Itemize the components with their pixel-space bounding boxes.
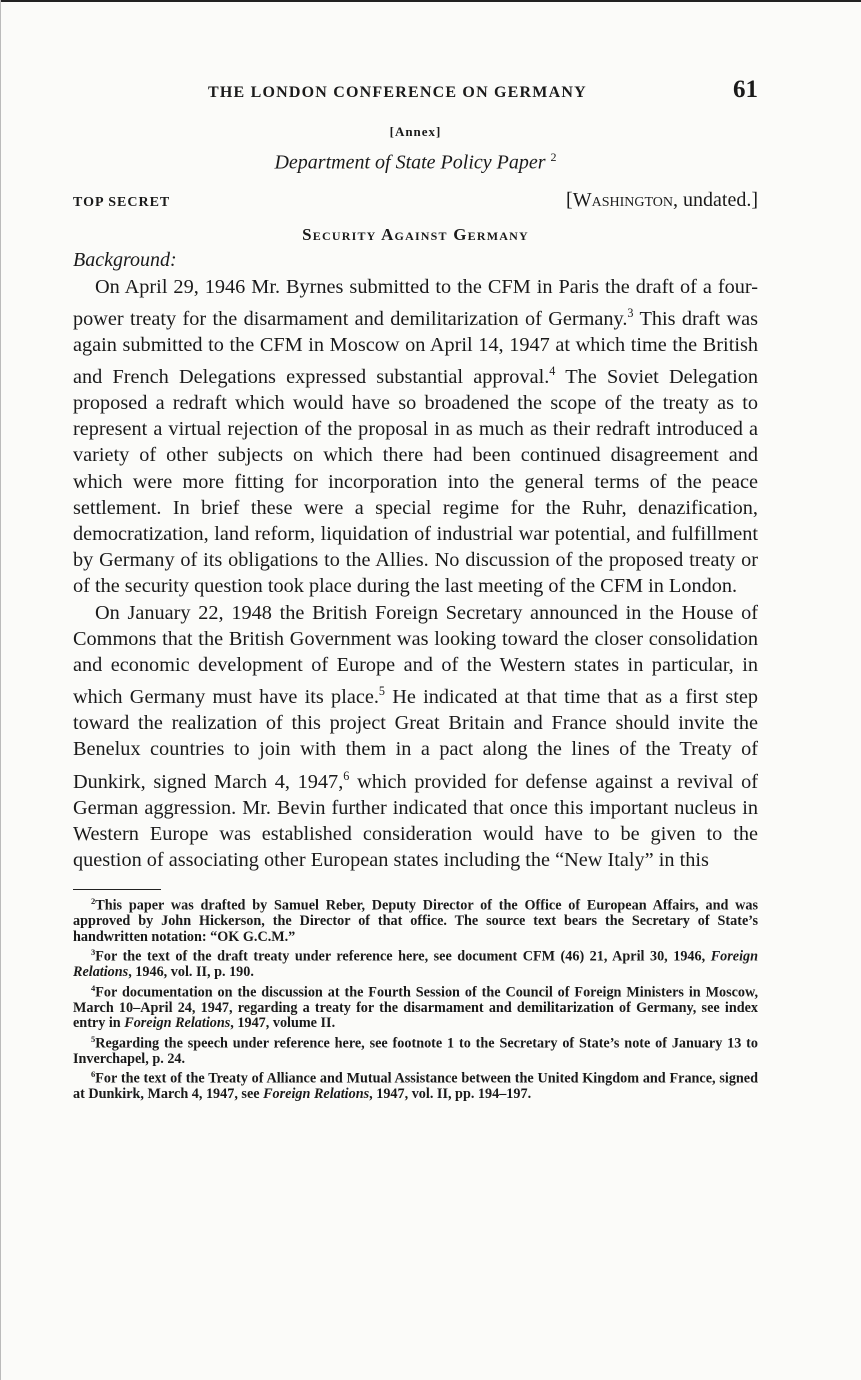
footnote-text: , 1946, vol. II, p. 190. bbox=[128, 964, 254, 981]
footnote bbox=[73, 981, 758, 1032]
annex-label: [Annex] bbox=[389, 124, 442, 139]
body-paragraph bbox=[73, 274, 758, 600]
subheading: Background: bbox=[73, 248, 177, 271]
footnote-number: 5 bbox=[91, 1033, 96, 1044]
page-left-edge bbox=[0, 0, 1, 1380]
place-date-open: [ bbox=[566, 188, 573, 211]
footnote-ref: 2 bbox=[550, 150, 557, 164]
page-top-border bbox=[0, 0, 861, 2]
footnote-divider bbox=[73, 889, 161, 890]
paragraph-text: He indicated at that time that as a first step toward the realization of this project Great Britain and France should invite the Benelux countries to join with them in a pact along the lines of the Treaty of Dunkirk, signed March 4, 1947, bbox=[73, 686, 758, 793]
document-title-text: Department of State Policy Paper bbox=[274, 151, 546, 174]
footnote-number: 6 bbox=[91, 1069, 96, 1080]
place-name: Washington bbox=[572, 188, 674, 211]
section-title: Security Against Germany bbox=[302, 224, 529, 244]
running-head: THE LONDON CONFERENCE ON GERMANY bbox=[208, 84, 587, 101]
footnote bbox=[73, 1067, 758, 1103]
paragraph-text: On April 29, 1946 Mr. Byrnes submitted to the CFM in Paris the draft of a four-power treaty for the disarmament and demilitarization of Germany. bbox=[73, 275, 758, 330]
page-number: 61 bbox=[733, 76, 758, 103]
footnote-italic: Foreign Relations bbox=[73, 948, 758, 981]
paragraph-text: The Soviet Delegation proposed a redraft which would have so broadened the scope of the treaty as to represent a virtual rejection of the proposal in as much as their redraft introduced a variety of other subjects on which there had been continued disagreement and which were more fitting for incorporation into the general terms of the peace settlement. In brief these were a special regime for the Ruhr, denazification, democratization, land reform, liquidation of industrial war potential, and fulfillment by Germany of its obligations to the Allies. No discussion of the proposed treaty or of the security question took place during the last meeting of the CFM in London. bbox=[73, 365, 758, 598]
footnote-text: , 1947, vol. II, pp. 194–197. bbox=[369, 1086, 532, 1103]
footnotes bbox=[73, 894, 758, 1103]
document-title bbox=[73, 150, 758, 175]
footnote-italic: Foreign Relations bbox=[263, 1086, 370, 1103]
document-page bbox=[73, 76, 758, 1103]
footnote-text: For the text of the Treaty of Alliance and Mutual Assistance between the United Kingdom and France, signed at Dunkirk, March 4, 1947, see bbox=[73, 1070, 758, 1103]
footnote-text: This paper was drafted by Samuel Reber, Deputy Director of the Office of European Affairs, and was approved by John Hickerson, the Director of that office. The source text bears the Secretary of State’s handwritten notation: “OK G.C.M.” bbox=[73, 897, 758, 945]
footnote-number: 2 bbox=[91, 896, 96, 907]
place-date bbox=[566, 189, 758, 212]
footnote-text: , 1947, volume II. bbox=[230, 1015, 336, 1032]
footnote-ref: 5 bbox=[378, 684, 385, 699]
classification-row bbox=[73, 189, 758, 221]
paragraph-text: This draft was again submitted to the CFM in Moscow on April 14, 1947 at which time the British and French Delegations expressed substantial approval. bbox=[73, 307, 758, 388]
page-header bbox=[73, 76, 758, 108]
classification-label: TOP SECRET bbox=[73, 194, 171, 210]
footnote-text: For documentation on the discussion at the Fourth Session of the Council of Foreign Ministers in Moscow, March 10–April 24, 1947, regarding a treaty for the disarmament and demilitarization of Germany, see index entry in bbox=[73, 984, 758, 1032]
footnote-number: 3 bbox=[91, 947, 96, 958]
date-text: , undated.] bbox=[673, 188, 758, 211]
footnote-ref: 4 bbox=[549, 364, 556, 379]
footnote bbox=[73, 894, 758, 945]
body-paragraph bbox=[73, 600, 758, 874]
paragraph-text: On January 22, 1948 the British Foreign Secretary announced in the House of Commons that the British Government was looking toward the closer consolidation and economic development of Europe and of the Western states in particular, in which Germany must have its place. bbox=[73, 601, 758, 708]
footnote bbox=[73, 945, 758, 981]
footnote-number: 4 bbox=[91, 982, 96, 993]
footnote-ref: 3 bbox=[627, 305, 634, 320]
footnote bbox=[73, 1032, 758, 1068]
footnote-ref: 6 bbox=[343, 768, 350, 783]
footnote-text: For the text of the draft treaty under reference here, see document CFM (46) 21, April 30, 1946, bbox=[95, 948, 711, 965]
paragraph-text: which provided for defense against a revival of German aggression. Mr. Bevin further indicated that once this important nucleus in Western Europe was established consideration would have to be given to the question of associating other European states including the “New Italy” in this bbox=[73, 770, 758, 871]
footnote-italic: Foreign Relations bbox=[124, 1015, 231, 1032]
footnote-text: Regarding the speech under reference here, see footnote 1 to the Secretary of State’s note of January 13 to Inverchapel, p. 24. bbox=[73, 1035, 758, 1067]
